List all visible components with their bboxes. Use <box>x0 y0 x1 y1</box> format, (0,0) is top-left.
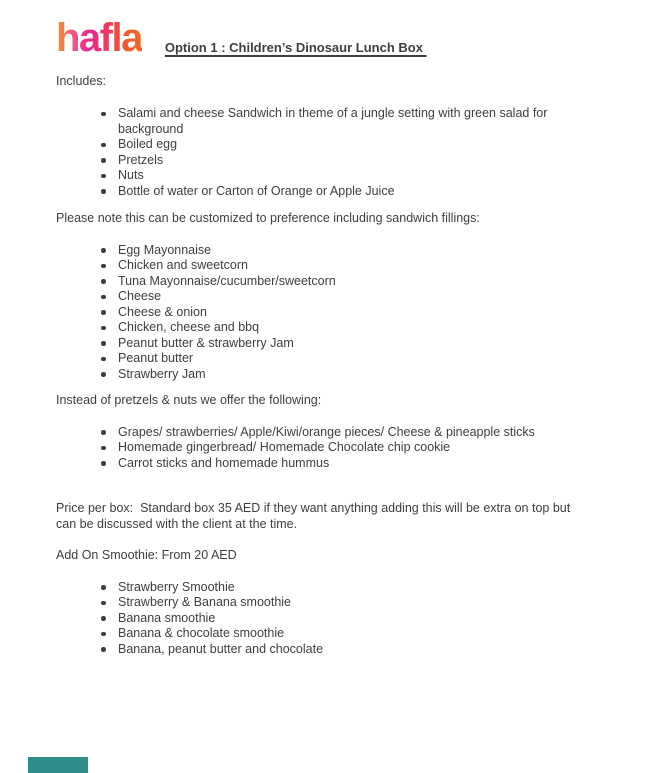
list-item: Salami and cheese Sandwich in theme of a jungle setting with green salad for background <box>118 106 591 137</box>
hafla-logo: hafla <box>56 16 142 60</box>
includes-heading: Includes: <box>56 73 107 88</box>
list-item: Chicken and sweetcorn <box>118 258 591 274</box>
list-item: Cheese <box>118 289 591 305</box>
smoothies-list <box>56 580 591 658</box>
list-item: Strawberry & Banana smoothie <box>118 595 591 611</box>
list-item: Chicken, cheese and bbq <box>118 320 591 336</box>
list-item: Pretzels <box>118 153 591 169</box>
list-item: Banana smoothie <box>118 611 591 627</box>
list-item: Carrot sticks and homemade hummus <box>118 456 591 472</box>
list-item: Cheese & onion <box>118 305 591 321</box>
list-item: Egg Mayonnaise <box>118 243 591 259</box>
list-item: Banana & chocolate smoothie <box>118 626 591 642</box>
list-item: Boiled egg <box>118 137 591 153</box>
page-title: Option 1 : Children’s Dinosaur Lunch Box <box>164 39 427 55</box>
fillings-list <box>56 243 591 383</box>
footer-accent-bar <box>28 757 88 773</box>
list-item: Peanut butter & strawberry Jam <box>118 336 591 352</box>
pricing-text: Price per box: Standard box 35 AED if they want anything adding this will be extra on top but can be discussed with the client at the time. <box>56 501 574 531</box>
includes-list <box>56 106 591 199</box>
list-item: Strawberry Smoothie <box>118 580 591 596</box>
list-item: Grapes/ strawberries/ Apple/Kiwi/orange pieces/ Cheese & pineapple sticks <box>118 425 591 441</box>
list-item: Homemade gingerbread/ Homemade Chocolate chip cookie <box>118 440 591 456</box>
document-header <box>56 16 591 60</box>
list-item: Banana, peanut butter and chocolate <box>118 642 591 658</box>
list-item: Bottle of water or Carton of Orange or Apple Juice <box>118 184 591 200</box>
fillings-heading: Please note this can be customized to preference including sandwich fillings: <box>56 211 480 226</box>
alternatives-list <box>56 425 591 472</box>
list-item: Nuts <box>118 168 591 184</box>
list-item: Tuna Mayonnaise/cucumber/sweetcorn <box>118 274 591 290</box>
smoothie-heading: Add On Smoothie: From 20 AED <box>56 548 237 563</box>
list-item: Peanut butter <box>118 351 591 367</box>
alternatives-heading: Instead of pretzels & nuts we offer the following: <box>56 393 322 408</box>
list-item: Strawberry Jam <box>118 367 591 383</box>
